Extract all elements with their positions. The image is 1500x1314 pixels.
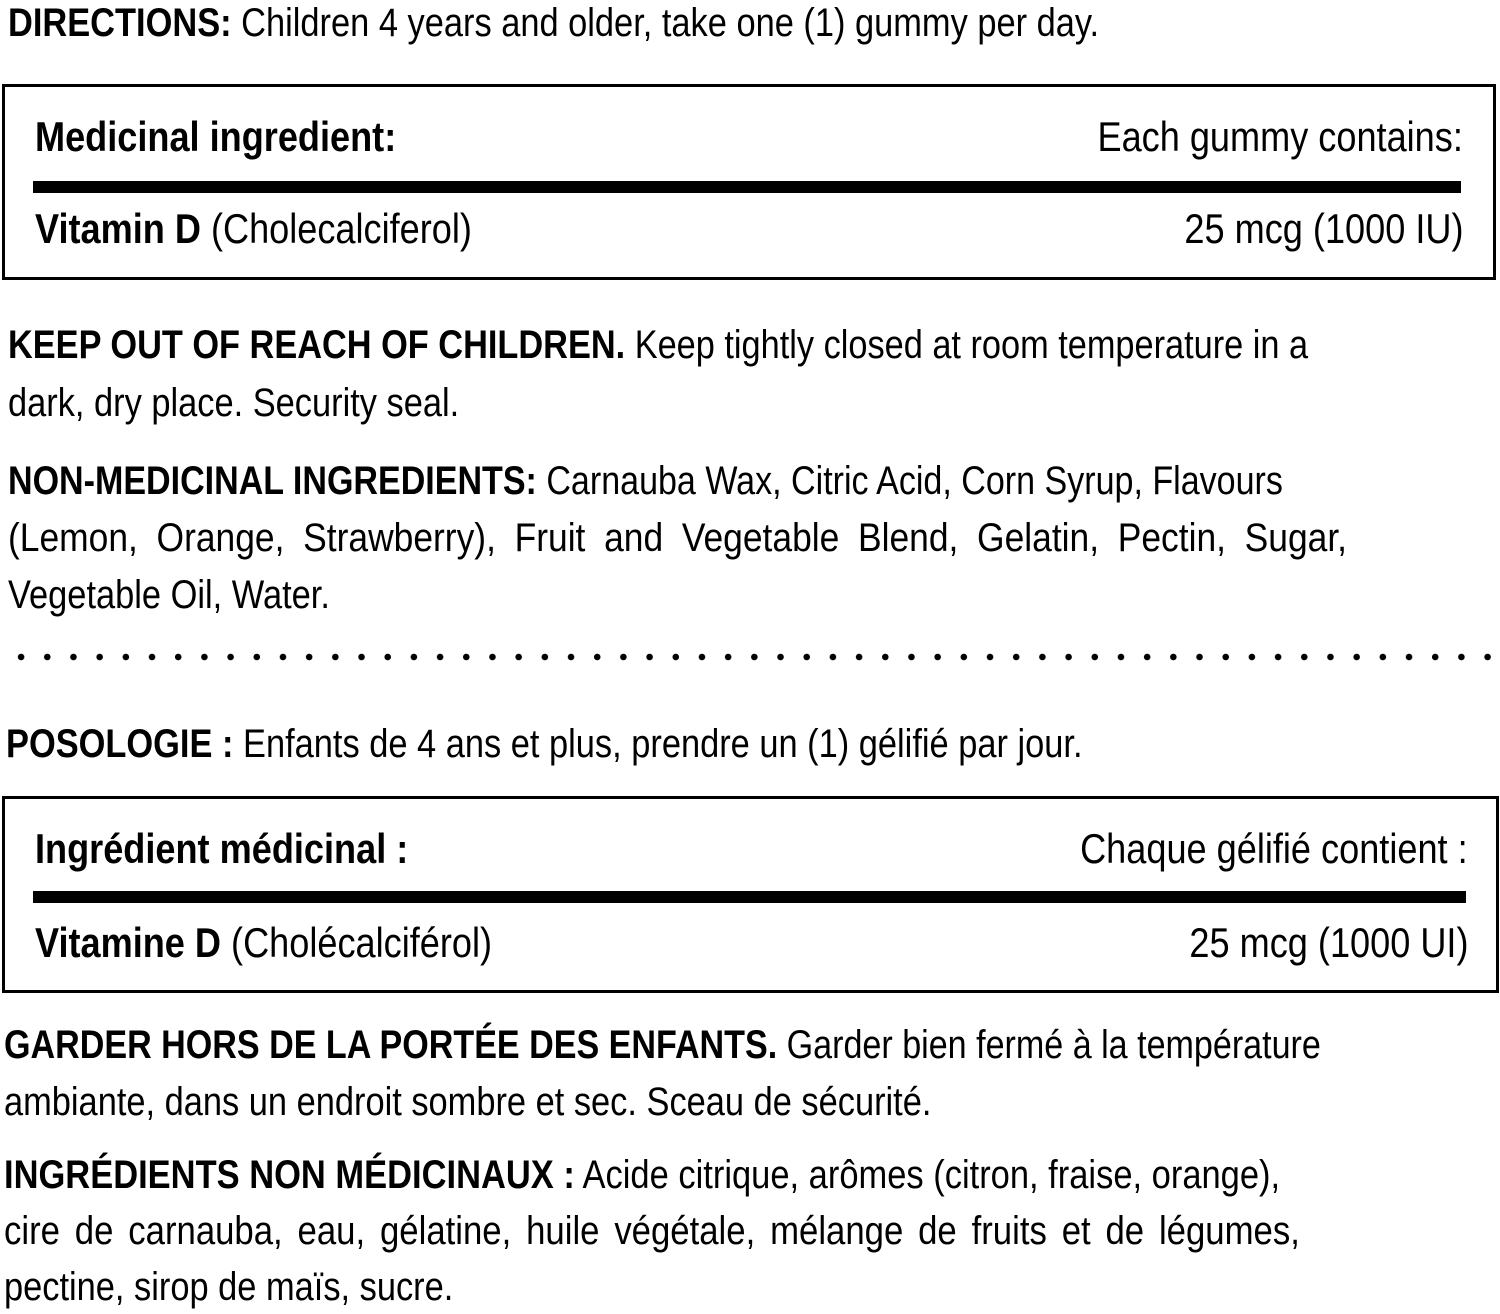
en-nonmed-line1: NON-MEDICINAL INGREDIENTS: Carnauba Wax, Citric Acid, Corn Syrup, Flavours (8, 459, 1283, 503)
fr-warning-label: GARDER HORS DE LA PORTÉE DES ENFANTS. (4, 1023, 778, 1067)
fr-table-ingredient: Vitamine D (Cholécalciférol) (35, 919, 493, 966)
en-nonmed-label: NON-MEDICINAL INGREDIENTS: (8, 459, 537, 503)
en-warning-label: KEEP OUT OF REACH OF CHILDREN. (8, 323, 626, 367)
fr-directions-text: Enfants de 4 ans et plus, prendre un (1) gélifié par jour. (243, 722, 1083, 766)
en-ingredient-table (2, 84, 1496, 280)
en-table-amount: 25 mcg (1000 IU) (1183, 205, 1463, 252)
dotted-separator (8, 652, 1498, 662)
en-table-header-right: Each gummy contains: (1097, 113, 1463, 160)
fr-nonmed-line3: pectine, sirop de maïs, sucre. (4, 1265, 454, 1309)
en-table-rule (33, 181, 1461, 193)
fr-table-amount: 25 mcg (1000 UI) (1188, 919, 1468, 966)
fr-warning-line2: ambiante, dans un endroit sombre et sec. Sceau de sécurité. (4, 1080, 932, 1124)
en-warning-line1: KEEP OUT OF REACH OF CHILDREN. Keep tightly closed at room temperature in a (8, 323, 1309, 367)
en-table-ingredient: Vitamin D (Cholecalciferol) (35, 205, 472, 252)
fr-table-rule (33, 891, 1466, 903)
fr-nonmed-label: INGRÉDIENTS NON MÉDICINAUX : (4, 1153, 575, 1197)
en-warning-line2: dark, dry place. Security seal. (8, 381, 460, 425)
en-table-header-left: Medicinal ingredient: (35, 113, 397, 160)
fr-nonmed-line2: cire de carnauba, eau, gélatine, huile végétale, mélange de fruits et de légumes, (4, 1209, 1300, 1253)
fr-table-header-right: Chaque gélifié contient : (1080, 825, 1468, 872)
en-nonmed-line2: (Lemon, Orange, Strawberry), Fruit and Vegetable Blend, Gelatin, Pectin, Sugar, (8, 516, 1348, 560)
fr-nonmed-line1: INGRÉDIENTS NON MÉDICINAUX : Acide citrique, arômes (citron, fraise, orange), (4, 1153, 1281, 1197)
en-directions-text: Children 4 years and older, take one (1) gummy per day. (241, 1, 1100, 45)
en-nonmed-line3: Vegetable Oil, Water. (8, 573, 330, 617)
fr-directions-label: POSOLOGIE : (6, 722, 234, 766)
en-directions (8, 0, 1277, 46)
fr-table-header-left: Ingrédient médicinal : (35, 825, 409, 872)
en-directions-label: DIRECTIONS: (8, 1, 232, 45)
fr-ingredient-table (2, 796, 1499, 993)
fr-warning-line1: GARDER HORS DE LA PORTÉE DES ENFANTS. Garder bien fermé à la température (4, 1023, 1321, 1067)
fr-directions (6, 721, 1258, 767)
